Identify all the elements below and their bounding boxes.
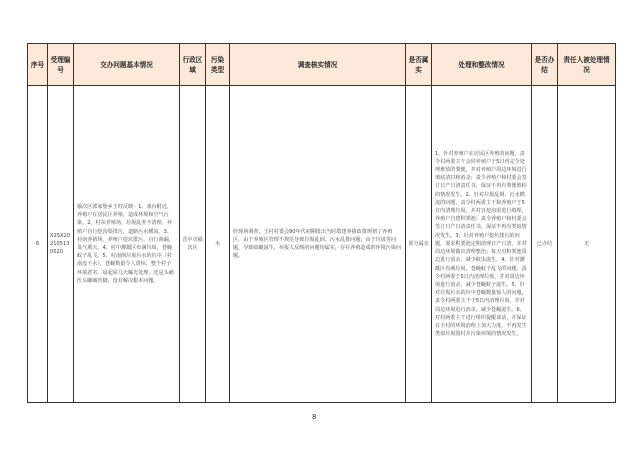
- cell-handling: 1、针对养殖户在居民区养殖的问题，责令村两委主干会同养殖户于5日内完全处理堆放的粪便，并对养殖户周边环境进行彻底清扫和消杀；责令养殖户和村委会签订日产日清责任书，保证不再有粪便堆积的情况发生。2、针对垃圾乱倒、污水横流的问题，责令村两委主干和养殖户于5日内清理垃圾，并对自挖沟渠进行填埋，养殖户自建积粪池；责令养殖户和村委会签订日产日清责任书，保证不再有类似情况发生。3、针对养殖户挖坑排污的问题，要求积粪池定期清理日产日清，并对周边环境做出清理整治；每天对积粪池周边进行消杀，减少蚊虫滋生。4、针对灌溉区布满垃圾、苍蝇蚊子乱飞的问题，责令村两委于5日内清理垃圾，并对周边环境进行消杀，减少苍蝇蚊子滋生。5、针对垃圾污水的坑中苍蝇数量惊人的问题，责令村两委主干于5日内清理垃圾，并对周边环境进行消杀，减少苍蝇滋生。6、对村两委主干进行组织提醒谈话，并保证在全村的环境治理上加大力度，不再发生类似垃圾围村并污染环境的情况发生。: [432, 86, 532, 403]
- header-acceptance-no: 受理编号: [48, 44, 74, 86]
- header-is-closed: 是否办结: [532, 44, 558, 86]
- header-seq: 序号: [28, 44, 48, 86]
- cell-is-true: 部分属实: [406, 86, 432, 403]
- table-row: [28, 86, 616, 403]
- header-accountability: 责任人被处理情况: [558, 44, 616, 86]
- header-pollution-type: 污染类型: [206, 44, 230, 86]
- header-is-true: 是否属实: [406, 44, 432, 86]
- header-admin-area: 行政区域: [180, 44, 206, 86]
- cell-admin-area: 晋中市榆次区: [180, 86, 206, 403]
- cell-acceptance-no: X2SX202105130020: [48, 86, 74, 403]
- cell-problem-summary: 榆次区郭家堡乡王村反映：1、戏台附近，养殖户在居民区养殖，造成环境和空气污染。2、村东养殖场，垃圾乱养不清理，养殖户自行挖沟渠排污，道路污水横流。3、村南养猪场，养殖户挖坑排污，自行渗漏，臭气熏天。4、村中灌溉区布满垃圾，苍蝇蚊子乱飞。5、村南倒垃圾污水的坑中（村南没下水），苍蝇数量令人震惊，整个村子环境恶劣，晨起屋几天曝光处理，还是头痛医头脚痛医脚，没有解决根本问题。: [74, 86, 180, 403]
- complaint-table: [27, 43, 616, 403]
- cell-accountability: 无: [558, 86, 616, 403]
- table-header-row: [28, 44, 616, 86]
- header-investigation: 调查核实情况: [230, 44, 406, 86]
- cell-pollution-type: 水: [206, 86, 230, 403]
- header-handling: 处理和整改情况: [432, 44, 532, 86]
- header-problem-summary: 交办问题基本情况: [74, 44, 180, 86]
- page-number: 8: [312, 413, 317, 421]
- cell-seq: 6: [28, 86, 48, 403]
- cell-is-closed: 已办结: [532, 86, 558, 403]
- cell-investigation: 经现场调查，王村村委会90年代初期批出当时散建养猪政策规划了养殖区，由于养殖区管理不规范导致垃圾乱倒、污水乱排问题；由于垃圾等问题，导致蚊蝇滋生，举报人反映的问题均属实，存在养殖造成的环境污染问题。: [230, 86, 406, 403]
